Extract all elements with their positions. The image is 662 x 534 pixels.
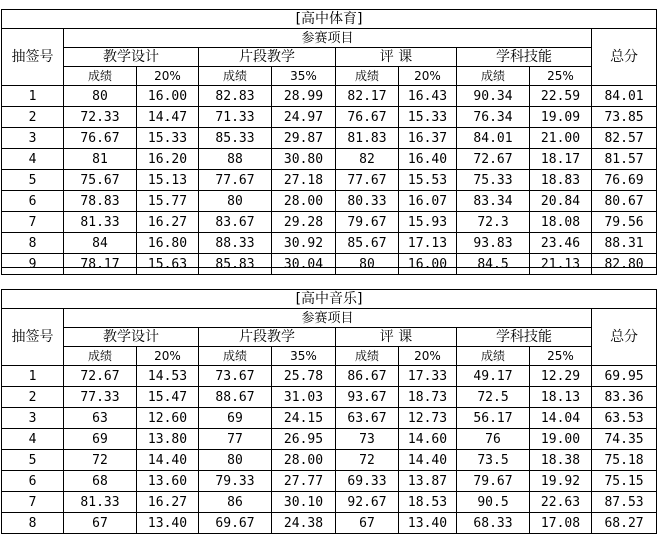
table-cell: 81 (64, 149, 137, 170)
table-cell: 4 (2, 429, 64, 450)
table-cell: 75.33 (457, 170, 530, 191)
table-body (2, 290, 657, 534)
project-header: 学科技能 (457, 48, 592, 67)
table-cell: 4 (2, 149, 64, 170)
table-cell: 17.13 (399, 233, 457, 254)
table-cell: 90.34 (457, 86, 530, 107)
table-cell: 5 (2, 170, 64, 191)
table-cell: 30.10 (272, 492, 336, 513)
table-row (2, 408, 657, 429)
project-header-row (2, 48, 657, 67)
sub-header: 35% (272, 67, 336, 86)
table-cell: 80 (64, 86, 137, 107)
sub-header: 成绩 (199, 347, 272, 366)
header-row (2, 309, 657, 328)
table-cell: 19.00 (530, 429, 592, 450)
sub-header: 20% (399, 67, 457, 86)
table-cell: 83.36 (592, 387, 657, 408)
table-cell: 3 (2, 128, 64, 149)
table-cell: 14.40 (399, 450, 457, 471)
project-header: 评 课 (336, 48, 457, 67)
table-cell: 26.95 (272, 429, 336, 450)
table-cell: 68 (64, 471, 137, 492)
table-cell: 16.43 (399, 86, 457, 107)
table-cell: 14.47 (137, 107, 199, 128)
table-cell: 79.67 (457, 471, 530, 492)
project-header: 片段教学 (199, 328, 336, 347)
table-cell: 15.47 (137, 387, 199, 408)
table-cell: 88 (199, 149, 272, 170)
sub-header-row (2, 67, 657, 86)
table-cell: 75.67 (64, 170, 137, 191)
table-cell: 18.73 (399, 387, 457, 408)
table-cell: 76.67 (336, 107, 399, 128)
table-row (2, 366, 657, 387)
table-cell: 19.09 (530, 107, 592, 128)
table-cell: 16.20 (137, 149, 199, 170)
table-cell: 86 (199, 492, 272, 513)
project-header-row (2, 328, 657, 347)
table-row (2, 233, 657, 254)
project-header: 教学设计 (64, 328, 199, 347)
table-cell: 76.34 (457, 107, 530, 128)
table-cell: 2 (2, 107, 64, 128)
table-cell: 30.92 (272, 233, 336, 254)
project-header: 片段教学 (199, 48, 336, 67)
table-cell: 72.5 (457, 387, 530, 408)
table-cell: 77.67 (336, 170, 399, 191)
table-cell: 77 (199, 429, 272, 450)
sub-header: 成绩 (457, 67, 530, 86)
table-cell: 15.77 (137, 191, 199, 212)
table-cell: 67 (64, 513, 137, 534)
total-header: 总分 (592, 29, 657, 86)
table-cell: 25.78 (272, 366, 336, 387)
table-cell: 78.83 (64, 191, 137, 212)
table-cell: 72.33 (64, 107, 137, 128)
score-table-pe (1, 9, 657, 275)
table-cell: 85.67 (336, 233, 399, 254)
table-cell: 88.31 (592, 233, 657, 254)
table-cell: 63.67 (336, 408, 399, 429)
group-header: 参赛项目 (64, 309, 592, 328)
table-title: [高中体育] (2, 10, 657, 29)
table-cell: 16.37 (399, 128, 457, 149)
table-cell: 28.00 (272, 450, 336, 471)
sub-header: 25% (530, 67, 592, 86)
table-cell: 69 (199, 408, 272, 429)
table-cell: 24.97 (272, 107, 336, 128)
table-row (2, 107, 657, 128)
table-cell: 73.67 (199, 366, 272, 387)
table-row (2, 128, 657, 149)
table-cell: 15.33 (137, 128, 199, 149)
title-row (2, 290, 657, 309)
sub-header: 20% (137, 347, 199, 366)
table-cell: 79.67 (336, 212, 399, 233)
sub-header: 20% (399, 347, 457, 366)
table-body (2, 10, 657, 275)
table-cell: 77.33 (64, 387, 137, 408)
table-cell: 75.15 (592, 471, 657, 492)
table-cell: 74.35 (592, 429, 657, 450)
table-cell: 17.08 (530, 513, 592, 534)
table-cell: 80 (336, 254, 399, 275)
table-cell: 14.40 (137, 450, 199, 471)
table-cell: 14.60 (399, 429, 457, 450)
table-row (2, 86, 657, 107)
sub-header-row (2, 347, 657, 366)
table-cell: 88.33 (199, 233, 272, 254)
table-row (2, 170, 657, 191)
table-cell: 93.83 (457, 233, 530, 254)
table-cell: 92.67 (336, 492, 399, 513)
table-cell: 56.17 (457, 408, 530, 429)
table-cell: 14.53 (137, 366, 199, 387)
table-cell: 86.67 (336, 366, 399, 387)
table-cell: 12.60 (137, 408, 199, 429)
table-cell: 13.40 (137, 513, 199, 534)
table-cell: 81.33 (64, 492, 137, 513)
table-cell: 85.83 (199, 254, 272, 275)
title-row (2, 10, 657, 29)
table-cell: 14.04 (530, 408, 592, 429)
table-cell: 76 (457, 429, 530, 450)
table-cell: 84.5 (457, 254, 530, 275)
table-cell: 80.67 (592, 191, 657, 212)
table-row (2, 513, 657, 534)
table-cell: 84 (64, 233, 137, 254)
table-cell: 18.08 (530, 212, 592, 233)
table-row (2, 212, 657, 233)
table-row (2, 254, 657, 275)
table-cell: 23.46 (530, 233, 592, 254)
table-cell: 31.03 (272, 387, 336, 408)
table-cell: 12.29 (530, 366, 592, 387)
table-cell: 28.00 (272, 191, 336, 212)
table-cell: 82 (336, 149, 399, 170)
sub-header: 20% (137, 67, 199, 86)
sub-header: 成绩 (457, 347, 530, 366)
table-cell: 20.84 (530, 191, 592, 212)
table-cell: 17.33 (399, 366, 457, 387)
table-row (2, 471, 657, 492)
table-cell: 12.73 (399, 408, 457, 429)
table-cell: 87.53 (592, 492, 657, 513)
table-cell: 6 (2, 471, 64, 492)
table-title: [高中音乐] (2, 290, 657, 309)
sub-header: 成绩 (336, 67, 399, 86)
table-cell: 85.33 (199, 128, 272, 149)
table-cell: 16.00 (137, 86, 199, 107)
table-cell: 93.67 (336, 387, 399, 408)
table-cell: 21.00 (530, 128, 592, 149)
table-cell: 82.17 (336, 86, 399, 107)
table-cell: 72.67 (457, 149, 530, 170)
table-cell: 82.80 (592, 254, 657, 275)
table-cell: 72 (336, 450, 399, 471)
table-cell: 80.33 (336, 191, 399, 212)
table-cell: 8 (2, 233, 64, 254)
table-cell: 88.67 (199, 387, 272, 408)
table-cell: 28.99 (272, 86, 336, 107)
table-cell: 16.27 (137, 492, 199, 513)
header-row (2, 29, 657, 48)
project-header: 评 课 (336, 328, 457, 347)
table-cell: 84.01 (457, 128, 530, 149)
table-cell: 76.67 (64, 128, 137, 149)
table-cell: 15.93 (399, 212, 457, 233)
table-cell: 13.80 (137, 429, 199, 450)
table-cell: 77.67 (199, 170, 272, 191)
table-cell: 1 (2, 86, 64, 107)
table-cell: 29.28 (272, 212, 336, 233)
table-cell: 18.13 (530, 387, 592, 408)
table-cell: 16.07 (399, 191, 457, 212)
table-cell: 69.33 (336, 471, 399, 492)
table-cell: 27.77 (272, 471, 336, 492)
table-row (2, 191, 657, 212)
table-cell: 83.34 (457, 191, 530, 212)
table-cell: 13.40 (399, 513, 457, 534)
sub-header: 成绩 (64, 347, 137, 366)
table-row (2, 387, 657, 408)
table-cell: 81.83 (336, 128, 399, 149)
table-cell: 15.53 (399, 170, 457, 191)
table-cell: 24.15 (272, 408, 336, 429)
table-cell: 13.87 (399, 471, 457, 492)
table-row (2, 450, 657, 471)
table-cell: 30.80 (272, 149, 336, 170)
table-cell: 22.63 (530, 492, 592, 513)
table-cell: 80 (199, 191, 272, 212)
table-cell: 72.67 (64, 366, 137, 387)
table-cell: 81.57 (592, 149, 657, 170)
group-header: 参赛项目 (64, 29, 592, 48)
table-cell: 24.38 (272, 513, 336, 534)
table-cell: 27.18 (272, 170, 336, 191)
table-cell: 6 (2, 191, 64, 212)
table-cell: 19.92 (530, 471, 592, 492)
table-cell: 83.67 (199, 212, 272, 233)
table-cell: 16.00 (399, 254, 457, 275)
table-cell: 72 (64, 450, 137, 471)
table-cell: 73.85 (592, 107, 657, 128)
table-cell: 30.04 (272, 254, 336, 275)
table-row (2, 492, 657, 513)
table-cell: 73.5 (457, 450, 530, 471)
table-cell: 8 (2, 513, 64, 534)
sub-header: 成绩 (336, 347, 399, 366)
table-cell: 15.33 (399, 107, 457, 128)
table-cell: 22.59 (530, 86, 592, 107)
sub-header: 成绩 (64, 67, 137, 86)
table-cell: 68.27 (592, 513, 657, 534)
table-cell: 82.83 (199, 86, 272, 107)
table-cell: 18.53 (399, 492, 457, 513)
table-cell: 82.57 (592, 128, 657, 149)
table-cell: 7 (2, 492, 64, 513)
table-row (2, 429, 657, 450)
table-cell: 63 (64, 408, 137, 429)
table-cell: 1 (2, 366, 64, 387)
table-cell: 67 (336, 513, 399, 534)
table-cell: 18.17 (530, 149, 592, 170)
table-cell: 73 (336, 429, 399, 450)
table-cell: 2 (2, 387, 64, 408)
table-cell: 76.69 (592, 170, 657, 191)
table-cell: 78.17 (64, 254, 137, 275)
lot-number-header: 抽签号 (2, 309, 64, 366)
table-cell: 49.17 (457, 366, 530, 387)
table-cell: 84.01 (592, 86, 657, 107)
table-cell: 7 (2, 212, 64, 233)
table-row (2, 149, 657, 170)
table-cell: 69 (64, 429, 137, 450)
table-cell: 16.40 (399, 149, 457, 170)
table-cell: 68.33 (457, 513, 530, 534)
table-cell: 79.56 (592, 212, 657, 233)
table-cell: 72.3 (457, 212, 530, 233)
table-cell: 9 (2, 254, 64, 275)
table-cell: 15.63 (137, 254, 199, 275)
table-cell: 71.33 (199, 107, 272, 128)
table-cell: 75.18 (592, 450, 657, 471)
project-header: 教学设计 (64, 48, 199, 67)
table-cell: 81.33 (64, 212, 137, 233)
sub-header: 成绩 (199, 67, 272, 86)
table-cell: 15.13 (137, 170, 199, 191)
table-cell: 3 (2, 408, 64, 429)
table-cell: 13.60 (137, 471, 199, 492)
table-cell: 18.38 (530, 450, 592, 471)
lot-number-header: 抽签号 (2, 29, 64, 86)
table-cell: 5 (2, 450, 64, 471)
table-cell: 16.80 (137, 233, 199, 254)
project-header: 学科技能 (457, 328, 592, 347)
total-header: 总分 (592, 309, 657, 366)
table-cell: 21.13 (530, 254, 592, 275)
score-table-music (1, 289, 657, 534)
table-cell: 69.67 (199, 513, 272, 534)
table-cell: 29.87 (272, 128, 336, 149)
table-cell: 79.33 (199, 471, 272, 492)
table-cell: 90.5 (457, 492, 530, 513)
sub-header: 35% (272, 347, 336, 366)
table-cell: 16.27 (137, 212, 199, 233)
table-cell: 63.53 (592, 408, 657, 429)
table-cell: 18.83 (530, 170, 592, 191)
table-cell: 69.95 (592, 366, 657, 387)
table-cell: 80 (199, 450, 272, 471)
sub-header: 25% (530, 347, 592, 366)
